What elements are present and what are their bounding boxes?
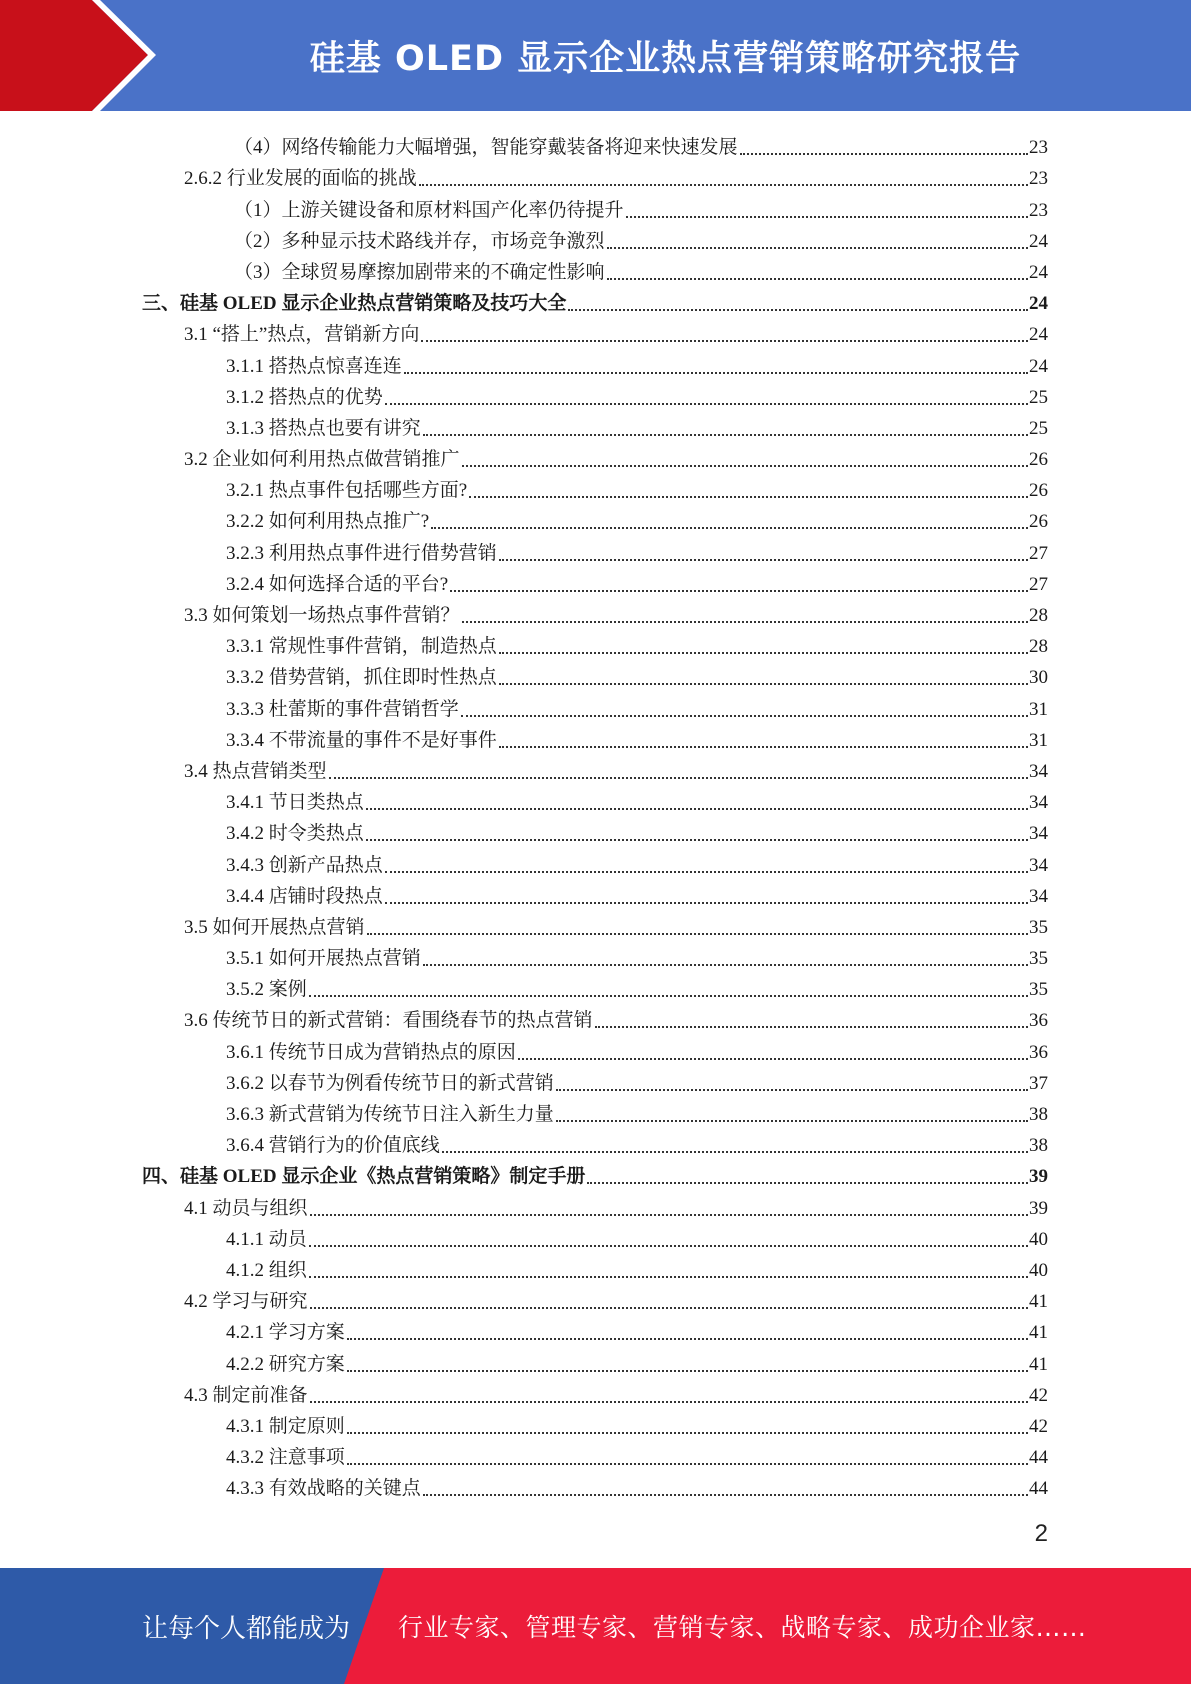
toc-entry[interactable] <box>142 1188 1048 1219</box>
toc-dot-leader <box>423 434 1028 436</box>
toc-entry[interactable] <box>142 565 1048 596</box>
toc-dot-leader <box>423 964 1028 966</box>
toc-entry-page: 39 <box>1029 1166 1048 1188</box>
toc-entry-title: （3）全球贸易摩擦加剧带来的不确定性影响 <box>234 261 605 283</box>
toc-entry[interactable] <box>142 1282 1048 1313</box>
toc-dot-leader <box>367 933 1028 935</box>
toc-entry[interactable] <box>142 471 1048 502</box>
toc-entry[interactable] <box>142 1126 1048 1157</box>
toc-entry-page: 26 <box>1029 511 1048 533</box>
toc-entry-page: 23 <box>1029 137 1048 159</box>
toc-entry-page: 34 <box>1029 792 1048 814</box>
toc-entry-title: 4.2.2 研究方案 <box>226 1353 345 1375</box>
toc-entry-title: 3.5.2 案例 <box>226 979 307 1001</box>
toc-entry-title: 3.1 “搭上”热点，营销新方向 <box>184 324 420 346</box>
toc-entry-title: 3.1.2 搭热点的优势 <box>226 386 383 408</box>
toc-entry[interactable] <box>142 1095 1048 1126</box>
page-number: 2 <box>1034 1520 1048 1547</box>
toc-entry[interactable] <box>142 721 1048 752</box>
toc-entry-page: 40 <box>1029 1259 1048 1281</box>
toc-entry-page: 24 <box>1029 293 1048 315</box>
toc-entry-title: （2）多种显示技术路线并存，市场竞争激烈 <box>234 230 605 252</box>
toc-entry[interactable] <box>142 190 1048 221</box>
toc-entry-page: 24 <box>1029 324 1048 346</box>
toc-entry-title: 3.3.3 杜蕾斯的事件营销哲学 <box>226 698 459 720</box>
toc-dot-leader <box>310 1307 1028 1309</box>
toc-entry-page: 44 <box>1029 1478 1048 1500</box>
toc-dot-leader <box>431 527 1028 529</box>
red-arrow-decoration <box>0 0 160 111</box>
toc-entry-title: （1）上游关键设备和原材料国产化率仍待提升 <box>234 199 624 221</box>
toc-entry-title: 四、硅基 OLED 显示企业《热点营销策略》制定手册 <box>142 1166 586 1188</box>
toc-entry-title: 4.3.1 制定原则 <box>226 1415 345 1437</box>
toc-entry-title: 3.3.4 不带流量的事件不是好事件 <box>226 729 497 751</box>
toc-dot-leader <box>366 808 1028 810</box>
toc-dot-leader <box>309 1276 1028 1278</box>
toc-dot-leader <box>607 278 1028 280</box>
toc-entry-title: 3.4.4 店铺时段热点 <box>226 885 383 907</box>
toc-entry-title: 3.6.3 新式营销为传统节日注入新生力量 <box>226 1104 554 1125</box>
toc-entry-title: 4.3.2 注意事项 <box>226 1447 345 1469</box>
toc-dot-leader <box>587 1182 1028 1184</box>
document-title: 硅基 OLED 显示企业热点营销策略研究报告 <box>309 38 1022 79</box>
toc-entry-page: 28 <box>1029 636 1048 658</box>
toc-entry-page: 42 <box>1029 1415 1048 1437</box>
toc-dot-leader <box>499 683 1028 685</box>
toc-entry-title: 3.2.3 利用热点事件进行借势营销 <box>226 542 497 564</box>
toc-dot-leader <box>404 372 1028 374</box>
toc-entry-title: 3.1.1 搭热点惊喜连连 <box>226 355 402 377</box>
toc-entry[interactable] <box>142 689 1048 720</box>
toc-entry-title: 3.6.2 以春节为例看传统节日的新式营销 <box>226 1072 554 1094</box>
toc-entry-page: 34 <box>1029 854 1048 876</box>
toc-entry-title: 4.2.1 学习方案 <box>226 1322 345 1344</box>
toc-entry-title: 4.3 制定前准备 <box>184 1384 308 1406</box>
toc-entry-title: 3.3.1 常规性事件营销，制造热点 <box>226 636 497 658</box>
toc-entry[interactable] <box>142 1251 1048 1282</box>
toc-dot-leader <box>607 247 1028 249</box>
toc-entry[interactable] <box>142 1313 1048 1344</box>
toc-dot-leader <box>462 621 1028 623</box>
toc-entry-page: 24 <box>1029 230 1048 252</box>
toc-dot-leader <box>461 715 1028 717</box>
toc-dot-leader <box>310 1401 1028 1403</box>
toc-entry-title: 3.2.1 热点事件包括哪些方面? <box>226 480 468 502</box>
toc-entry-page: 38 <box>1029 1104 1048 1125</box>
toc-entry[interactable] <box>142 970 1048 1001</box>
toc-dot-leader <box>421 340 1028 342</box>
toc-dot-leader <box>568 309 1028 311</box>
toc-dot-leader <box>329 777 1028 779</box>
toc-entry-title: 3.5.1 如何开展热点营销 <box>226 948 421 970</box>
toc-dot-leader <box>347 1463 1028 1465</box>
toc-entry-page: 25 <box>1029 417 1048 439</box>
toc-entry[interactable] <box>142 315 1048 346</box>
toc-dot-leader <box>499 746 1028 748</box>
toc-dot-leader <box>385 871 1028 873</box>
toc-entry[interactable] <box>142 1376 1048 1407</box>
toc-entry-page: 27 <box>1029 573 1048 595</box>
toc-dot-leader <box>347 1338 1028 1340</box>
toc-dot-leader <box>518 1058 1028 1060</box>
footer-slogan-right: 行业专家、管理专家、营销专家、战略专家、成功企业家…… <box>398 1613 1087 1642</box>
toc-dot-leader <box>626 216 1028 218</box>
toc-entry[interactable] <box>142 1407 1048 1438</box>
toc-dot-leader <box>419 184 1028 186</box>
toc-entry-page: 35 <box>1029 948 1048 970</box>
toc-dot-leader <box>442 1151 1028 1153</box>
toc-entry[interactable] <box>142 939 1048 970</box>
toc-entry-title: 3.4.1 节日类热点 <box>226 792 364 814</box>
toc-entry[interactable] <box>142 222 1048 253</box>
toc-entry-page: 39 <box>1029 1197 1048 1219</box>
toc-entry[interactable] <box>142 814 1048 845</box>
toc-entry[interactable] <box>142 1064 1048 1095</box>
toc-entry[interactable] <box>142 533 1048 564</box>
toc-entry[interactable] <box>142 253 1048 284</box>
toc-entry-title: （4）网络传输能力大幅增强，智能穿戴装备将迎来快速发展 <box>234 137 738 159</box>
toc-dot-leader <box>462 465 1028 467</box>
toc-entry-page: 36 <box>1029 1041 1048 1063</box>
toc-dot-leader <box>469 496 1028 498</box>
toc-entry-title: 3.6.1 传统节日成为营销热点的原因 <box>226 1041 516 1063</box>
toc-dot-leader <box>556 1120 1028 1122</box>
toc-entry-page: 41 <box>1029 1322 1048 1344</box>
toc-entry-title: 4.1.1 动员 <box>226 1228 307 1250</box>
toc-entry-title: 3.4.2 时令类热点 <box>226 823 364 845</box>
toc-entry-page: 25 <box>1029 386 1048 408</box>
toc-entry-title: 3.3.2 借势营销，抓住即时性热点 <box>226 667 497 689</box>
toc-entry-title: 4.3.3 有效战略的关键点 <box>226 1478 421 1500</box>
toc-entry-title: 3.6.4 营销行为的价值底线 <box>226 1135 440 1157</box>
toc-entry-page: 41 <box>1029 1353 1048 1375</box>
toc-entry[interactable] <box>142 1220 1048 1251</box>
toc-entry[interactable] <box>142 159 1048 190</box>
toc-dot-leader <box>499 559 1028 561</box>
toc-entry-page: 37 <box>1029 1072 1048 1094</box>
toc-entry-page: 31 <box>1029 698 1048 720</box>
toc-entry-page: 28 <box>1029 605 1048 626</box>
toc-entry-title: 三、硅基 OLED 显示企业热点营销策略及技巧大全 <box>142 293 567 315</box>
toc-entry-page: 36 <box>1029 1010 1048 1032</box>
toc-dot-leader <box>556 1089 1028 1091</box>
toc-entry-title: 4.1.2 组织 <box>226 1259 307 1281</box>
toc-entry-title: 3.4 热点营销类型 <box>184 760 327 782</box>
toc-entry[interactable] <box>142 783 1048 814</box>
toc-entry-page: 34 <box>1029 885 1048 907</box>
toc-entry[interactable] <box>142 1438 1048 1469</box>
toc-entry-title: 3.2 企业如何利用热点做营销推广 <box>184 449 460 471</box>
toc-entry-page: 40 <box>1029 1228 1048 1250</box>
toc-entry-title: 3.1.3 搭热点也要有讲究 <box>226 417 421 439</box>
toc-entry-page: 44 <box>1029 1447 1048 1469</box>
toc-dot-leader <box>347 1370 1028 1372</box>
toc-entry[interactable] <box>142 1032 1048 1063</box>
toc-dot-leader <box>310 1214 1028 1216</box>
footer-slogan-left: 让每个人都能成为 <box>142 1613 351 1644</box>
toc-entry-title: 3.6 传统节日的新式营销：看围绕春节的热点营销 <box>184 1010 593 1032</box>
toc-entry-title: 4.2 学习与研究 <box>184 1291 308 1313</box>
toc-entry-page: 31 <box>1029 729 1048 751</box>
toc-entry[interactable] <box>142 752 1048 783</box>
toc-dot-leader <box>385 403 1028 405</box>
toc-entry-title: 3.2.2 如何利用热点推广? <box>226 511 430 533</box>
toc-dot-leader <box>366 839 1028 841</box>
toc-entry[interactable] <box>142 1469 1048 1500</box>
toc-dot-leader <box>423 1494 1028 1496</box>
toc-entry[interactable] <box>142 908 1048 939</box>
toc-dot-leader <box>309 995 1028 997</box>
toc-entry[interactable] <box>142 284 1048 315</box>
toc-entry[interactable] <box>142 409 1048 440</box>
toc-entry-page: 30 <box>1029 667 1048 689</box>
table-of-contents <box>142 128 1048 1500</box>
toc-entry[interactable] <box>142 658 1048 689</box>
toc-entry-page: 34 <box>1029 760 1048 782</box>
toc-dot-leader <box>347 1432 1028 1434</box>
toc-entry[interactable] <box>142 502 1048 533</box>
footer-banner <box>0 1568 1191 1684</box>
toc-entry-page: 34 <box>1029 823 1048 845</box>
toc-entry-page: 27 <box>1029 542 1048 564</box>
toc-dot-leader <box>385 902 1028 904</box>
toc-entry[interactable] <box>142 378 1048 409</box>
toc-entry[interactable] <box>142 1344 1048 1375</box>
toc-entry-title: 4.1 动员与组织 <box>184 1197 308 1219</box>
toc-dot-leader <box>595 1026 1028 1028</box>
toc-entry-page: 24 <box>1029 261 1048 283</box>
toc-entry-page: 26 <box>1029 449 1048 471</box>
toc-entry-page: 24 <box>1029 355 1048 377</box>
toc-entry[interactable] <box>142 128 1048 159</box>
toc-entry-page: 35 <box>1029 979 1048 1001</box>
toc-entry[interactable] <box>142 845 1048 876</box>
toc-entry[interactable] <box>142 627 1048 658</box>
toc-entry-page: 41 <box>1029 1291 1048 1313</box>
toc-entry[interactable] <box>142 346 1048 377</box>
toc-entry-page: 23 <box>1029 168 1048 190</box>
toc-entry-page: 26 <box>1029 480 1048 502</box>
toc-entry-title: 3.3 如何策划一场热点事件营销？ <box>184 605 460 626</box>
header-banner <box>0 0 1191 111</box>
toc-entry-page: 38 <box>1029 1135 1048 1157</box>
toc-dot-leader <box>740 153 1028 155</box>
toc-entry-title: 2.6.2 行业发展的面临的挑战 <box>184 168 417 190</box>
toc-dot-leader <box>499 652 1028 654</box>
toc-entry[interactable] <box>142 877 1048 908</box>
toc-entry[interactable] <box>142 1001 1048 1032</box>
toc-entry-page: 42 <box>1029 1384 1048 1406</box>
toc-entry-title: 3.4.3 创新产品热点 <box>226 854 383 876</box>
toc-entry-title: 3.2.4 如何选择合适的平台? <box>226 573 449 595</box>
toc-entry[interactable] <box>142 440 1048 471</box>
toc-entry[interactable] <box>142 1157 1048 1188</box>
toc-dot-leader <box>450 590 1028 592</box>
toc-entry-page: 35 <box>1029 916 1048 938</box>
toc-entry[interactable] <box>142 596 1048 627</box>
toc-entry-page: 23 <box>1029 199 1048 221</box>
toc-entry-title: 3.5 如何开展热点营销 <box>184 916 365 938</box>
toc-dot-leader <box>309 1245 1028 1247</box>
